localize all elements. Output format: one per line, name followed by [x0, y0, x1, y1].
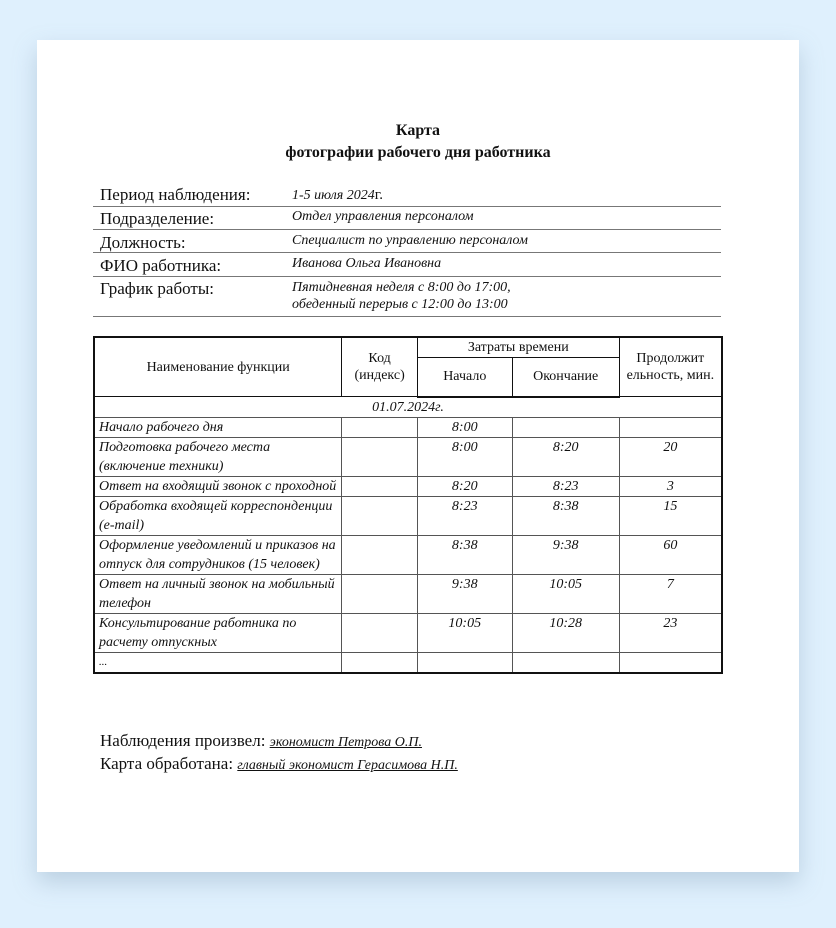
header-function-name: Наименование функции [94, 337, 342, 397]
date-row [94, 397, 722, 418]
info-value [292, 279, 511, 313]
end-cell: 8:20 [512, 437, 619, 476]
end-cell: 8:38 [512, 496, 619, 535]
function-name-cell: Начало рабочего дня [94, 417, 342, 437]
document-sheet [37, 40, 799, 872]
table-row-continuation [94, 652, 722, 673]
end-cell: 9:38 [512, 535, 619, 574]
info-value: Специалист по управлению персоналом [292, 233, 528, 248]
observed-by-line [100, 730, 458, 753]
processed-by-value: главный экономист Герасимова Н.П. [237, 758, 458, 773]
function-name-cell: Ответ на входящий звонок с проходной [94, 476, 342, 496]
info-label: Подразделение: [100, 209, 215, 228]
duration-cell: 20 [619, 437, 722, 476]
function-name-cell: Обработка входящей корреспонденции (e-mail) [94, 496, 342, 535]
processed-by-label: Карта обработана: [100, 754, 238, 773]
end-cell [512, 417, 619, 437]
info-value: Иванова Ольга Ивановна [292, 256, 442, 271]
header-time-costs: Затраты времени [417, 337, 619, 358]
function-name-cell: ... [94, 652, 342, 673]
code-cell [342, 496, 418, 535]
start-cell: 8:20 [417, 476, 512, 496]
code-cell [342, 652, 418, 673]
employee-info [93, 183, 721, 317]
start-cell: 8:38 [417, 535, 512, 574]
date-cell: 01.07.2024г. [94, 397, 722, 418]
info-row-schedule [93, 277, 721, 317]
duration-cell: 60 [619, 535, 722, 574]
info-label: График работы: [100, 279, 214, 298]
header-code: Код (индекс) [342, 337, 418, 397]
duration-cell: 15 [619, 496, 722, 535]
duration-cell [619, 652, 722, 673]
document-subtitle: фотографии рабочего дня работника [285, 144, 551, 161]
end-cell: 8:23 [512, 476, 619, 496]
info-label: Период наблюдения: [100, 185, 251, 204]
period-value: 1-5 июля 2024 [292, 188, 375, 203]
info-row-employee-name [93, 253, 721, 277]
table-row [94, 417, 722, 437]
code-cell [342, 417, 418, 437]
start-cell [417, 652, 512, 673]
start-cell: 8:00 [417, 417, 512, 437]
duration-cell [619, 417, 722, 437]
duration-cell: 7 [619, 574, 722, 613]
info-value [292, 187, 383, 204]
info-label: ФИО работника: [100, 256, 222, 275]
schedule-line1: Пятидневная неделя с 8:00 до 17:00, [292, 280, 511, 295]
code-cell [342, 476, 418, 496]
table-row [94, 437, 722, 476]
code-cell [342, 574, 418, 613]
duration-cell: 3 [619, 476, 722, 496]
function-name-cell: Консультирование работника по расчету отпускных [94, 613, 342, 652]
document-title: Карта [395, 122, 441, 139]
header-duration: Продолжит ельность, мин. [619, 337, 722, 397]
info-label: Должность: [100, 233, 186, 252]
start-cell: 10:05 [417, 613, 512, 652]
start-cell: 8:23 [417, 496, 512, 535]
function-name-cell: Ответ на личный звонок на мобильный телефон [94, 574, 342, 613]
workday-table [93, 336, 723, 674]
function-name-cell: Подготовка рабочего места (включение техники) [94, 437, 342, 476]
table-row [94, 613, 722, 652]
code-cell [342, 437, 418, 476]
table-row [94, 574, 722, 613]
observed-by-value: экономист Петрова О.П. [269, 735, 422, 750]
info-row-position [93, 230, 721, 253]
period-suffix: г. [374, 187, 384, 203]
table-row [94, 476, 722, 496]
signatures [100, 730, 458, 776]
function-name-cell: Оформление уведомлений и приказов на отпуск для сотрудников (15 человек) [94, 535, 342, 574]
header-start: Начало [417, 358, 512, 397]
end-cell: 10:05 [512, 574, 619, 613]
table-row [94, 535, 722, 574]
table-row [94, 496, 722, 535]
end-cell: 10:28 [512, 613, 619, 652]
start-cell: 9:38 [417, 574, 512, 613]
schedule-line2: обеденный перерыв с 12:00 до 13:00 [292, 297, 508, 312]
end-cell [512, 652, 619, 673]
start-cell: 8:00 [417, 437, 512, 476]
processed-by-line [100, 753, 458, 776]
observed-by-label: Наблюдения произвел: [100, 731, 270, 750]
code-cell [342, 535, 418, 574]
info-row-period [93, 183, 721, 207]
header-end: Окончание [512, 358, 619, 397]
code-cell [342, 613, 418, 652]
info-value: Отдел управления персоналом [292, 209, 474, 224]
info-row-department [93, 207, 721, 230]
duration-cell: 23 [619, 613, 722, 652]
